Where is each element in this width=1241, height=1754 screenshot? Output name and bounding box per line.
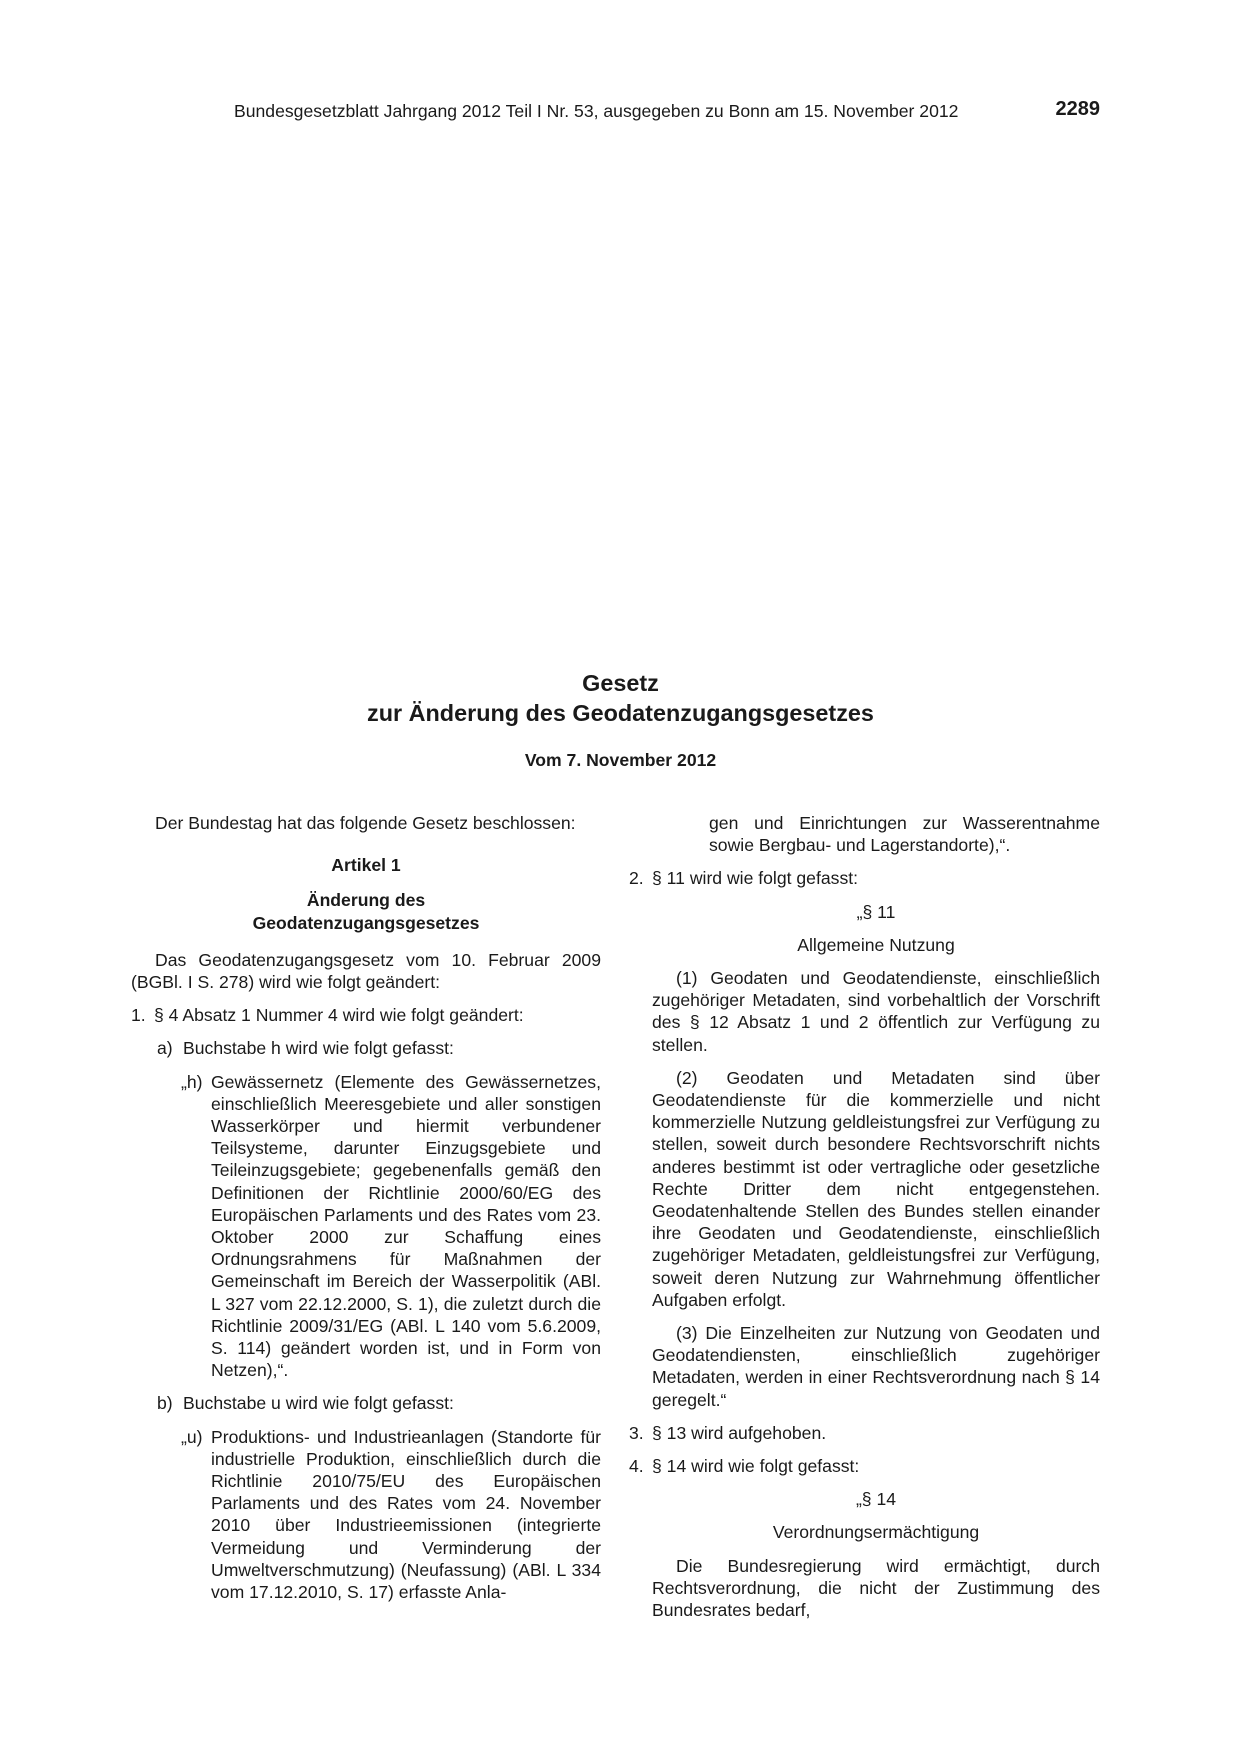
document-title-line2: zur Änderung des Geodatenzugangsgesetzes [367,700,874,726]
list-item-label: 1. [131,1005,146,1026]
section-14-heading: „§ 14 [855,1489,897,1510]
list-item-text: § 11 wird wie folgt gefasst: [652,868,859,889]
section-11-block [629,901,1100,1411]
list-item-4 [629,1455,1100,1477]
section-14-paragraph-1: Die Bundesregierung wird ermächtigt, durch Rechtsverordnung, die nicht der Zustimmung des Bundesrates bedarf, [652,1555,1100,1621]
quoted-letter-u [131,1426,601,1604]
document-title-line1: Gesetz [582,670,659,696]
document-title-block [0,668,1241,771]
article-heading: Artikel 1 [331,855,401,876]
running-title: Bundesgesetzblatt Jahrgang 2012 Teil I Nr. 53, ausgegeben zu Bonn am 15. November 2012 [234,101,959,121]
list-item-text: Gewässernetz (Elemente des Gewässernetzes, einschließlich Meeresgebiete und aller sonstigen Wasserkörper und hiermit verbundener Teilsysteme, darunter Einzugsgebiete und Teileinzugsgebiete; gegebenenfalls gemäß den Definitionen der Richtlinie 2000/60/EG des Europäischen Parlaments und des Rates vom 23. Oktober 2000 zur Schaffung eines Ordnungsrahmens für Maßnahmen der Gemeinschaft im Bereich der Wasserpolitik (ABl. L 327 vom 22.12.2000, S. 1), die zuletzt durch die Richtlinie 2009/31/EG (ABl. L 140 vom 5.6.2009, S. 114) geändert worden ist, und in Form von Netzen),“. [211,1071,601,1381]
article-title-line2: Geodatenzugangsgesetzes [252,912,480,933]
right-column [629,812,1100,1621]
list-item-text: § 4 Absatz 1 Nummer 4 wird wie folgt geändert: [154,1005,524,1026]
list-item-1b [131,1392,601,1414]
list-item-1 [131,1004,601,1026]
list-item-text: Produktions- und Industrieanlagen (Standorte für industrielle Produktion, einschließlich durch die Richtlinie 2010/75/EU des Europäischen Parlaments und des Rates vom 24. November 2010 über Industrieemissionen (integrierte Vermeidung und Verminderung der Umweltverschmutzung) (Neufassung) (ABl. L 334 vom 17.12.2010, S. 17) erfasste Anla- [211,1426,601,1603]
enactment-clause: Der Bundestag hat das folgende Gesetz beschlossen: [155,813,576,833]
list-item-3 [629,1422,1100,1444]
list-item-text: gen und Einrichtungen zur Wasserentnahme sowie Bergbau- und Lagerstandorte),“. [709,813,1100,856]
section-14-block [629,1488,1100,1621]
section-11-paragraph-1: (1) Geodaten und Geodatendienste, einschließlich zugehöriger Metadaten, sind vorbehaltlich der Vorschrift des § 12 Absatz 1 und 2 öffentlich zur Verfügung zu stellen. [652,968,1100,1055]
left-column [131,812,601,1603]
list-item-2 [629,867,1100,889]
list-item-text: Buchstabe u wird wie folgt gefasst: [183,1393,454,1414]
section-11-heading: „§ 11 [856,901,896,922]
section-14-title: Verordnungsermächtigung [772,1522,980,1543]
list-item-label: „h) [181,1071,203,1092]
list-item-label: 2. [629,868,644,889]
article-intro: Das Geodatenzugangsgesetz vom 10. Februar 2009 (BGBl. I S. 278) wird wie folgt geändert: [131,949,601,993]
list-item-label: b) [157,1393,173,1414]
quoted-letter-h [131,1071,601,1382]
section-11-paragraph-3: (3) Die Einzelheiten zur Nutzung von Geodaten und Geodatendiensten, einschließlich zugehöriger Metadaten, werden in einer Rechtsverordnung nach § 14 geregelt.“ [652,1323,1100,1410]
list-item-text: § 13 wird aufgehoben. [652,1422,827,1443]
article-title-line1: Änderung des [306,890,426,911]
section-11-paragraph-2: (2) Geodaten und Metadaten sind über Geodatendienste für die kommerzielle und nicht kommerzielle Nutzung geldleistungsfrei zur Verfügung zu stellen, soweit durch besondere Rechtsvorschrift nichts anderes bestimmt ist oder vertragliche oder gesetzliche Rechte Dritter dem nicht entgegenstehen. Geodatenhaltende Stellen des Bundes stellen einander ihre Geodaten und Geodatendienste, einschließlich zugehöriger Metadaten, geldleistungsfrei zur Verfügung, soweit deren Nutzung zur Wahrnehmung öffentlicher Aufgaben erfolgt. [652,1067,1100,1310]
list-item-label: „u) [181,1426,203,1447]
list-item-1a [131,1037,601,1059]
quoted-letter-u-continuation [629,812,1100,856]
list-item-text: § 14 wird wie folgt gefasst: [652,1456,860,1477]
list-item-label: 4. [629,1456,644,1477]
document-date: Vom 7. November 2012 [524,750,717,770]
page-number: 2289 [1055,98,1100,120]
list-item-text: Buchstabe h wird wie folgt gefasst: [183,1038,454,1059]
running-header [234,98,1100,128]
section-11-title: Allgemeine Nutzung [797,934,955,955]
list-item-label: 3. [629,1422,644,1443]
list-item-label: a) [157,1038,173,1059]
